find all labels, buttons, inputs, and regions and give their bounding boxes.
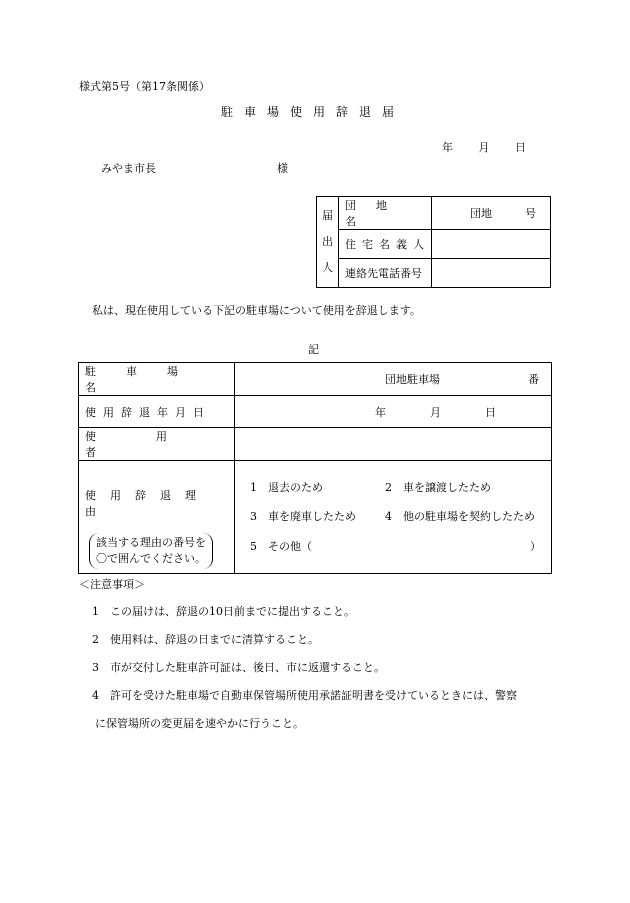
reason-instruction — [89, 533, 213, 569]
parking-name-field[interactable]: 団地駐車場 番 — [235, 363, 552, 396]
applicant-row — [317, 197, 551, 230]
table-row — [79, 461, 552, 574]
side-char: 出 — [322, 235, 333, 248]
parking-details-table — [78, 362, 552, 574]
holder-name-field[interactable] — [432, 230, 551, 259]
withdraw-date-label: 使用辞退年月日 — [79, 396, 235, 428]
reason-instruction-line: 〇で囲んでください。 — [96, 552, 206, 565]
applicant-side-label — [317, 197, 339, 288]
applicant-row — [317, 230, 551, 259]
side-char: 届 — [322, 209, 333, 222]
reason-options — [235, 461, 552, 574]
document-title: 駐車場使用辞退届 — [221, 105, 406, 119]
submission-date: 年 月 日 — [442, 141, 526, 154]
withdraw-date-field[interactable]: 年 月 日 — [235, 396, 552, 428]
applicant-row — [317, 259, 551, 288]
reason-instruction-line: 該当する理由の番号を — [96, 536, 206, 549]
table-row — [79, 396, 552, 428]
user-label: 使用者 — [79, 428, 235, 461]
reason-label-cell — [79, 461, 235, 574]
reason-label: 使用辞退理由 — [85, 489, 210, 518]
danchi-name-label: 団地名 — [339, 197, 432, 230]
phone-field[interactable] — [432, 259, 551, 288]
phone-label: 連絡先電話番号 — [339, 259, 432, 288]
note-item: 1 この届けは、辞退の10日前までに提出すること。 — [92, 605, 355, 618]
note-item: 2 使用料は、辞退の日までに清算すること。 — [92, 633, 319, 646]
note-item: 4 許可を受けた駐車場で自動車保管場所使用承諾証明書を受けているときには、警察 — [92, 689, 517, 702]
applicant-table — [316, 196, 551, 288]
note-item: に保管場所の変更届を速やかに行うこと。 — [95, 717, 304, 730]
addressee-honorific: 様 — [277, 162, 288, 175]
form-number: 様式第5号（第17条関係） — [79, 80, 210, 93]
note-item: 3 市が交付した駐車許可証は、後日、市に返還すること。 — [92, 661, 385, 674]
table-row — [79, 363, 552, 396]
reason-other-close: ） — [530, 540, 541, 553]
declaration-text: 私は、現在使用している下記の駐車場について使用を辞退します。 — [92, 304, 421, 317]
reason-option[interactable]: 3 車を廃車したため — [250, 510, 356, 523]
reason-option[interactable]: 4 他の駐車場を契約したため — [385, 510, 535, 523]
notes-heading: ＜注意事項＞ — [79, 578, 145, 591]
side-char: 人 — [322, 261, 333, 274]
reason-option[interactable]: 5 その他（ — [250, 540, 312, 553]
addressee: みやま市長 — [101, 162, 156, 175]
parking-name-label: 駐車場名 — [79, 363, 235, 396]
holder-name-label: 住宅名義人 — [339, 230, 432, 259]
ki-label: 記 — [308, 343, 319, 356]
reason-option[interactable]: 1 退去のため — [250, 481, 323, 494]
reason-option[interactable]: 2 車を譲渡したため — [385, 481, 491, 494]
user-field[interactable] — [235, 428, 552, 461]
table-row — [79, 428, 552, 461]
danchi-name-field[interactable]: 団地 号 — [432, 197, 551, 230]
